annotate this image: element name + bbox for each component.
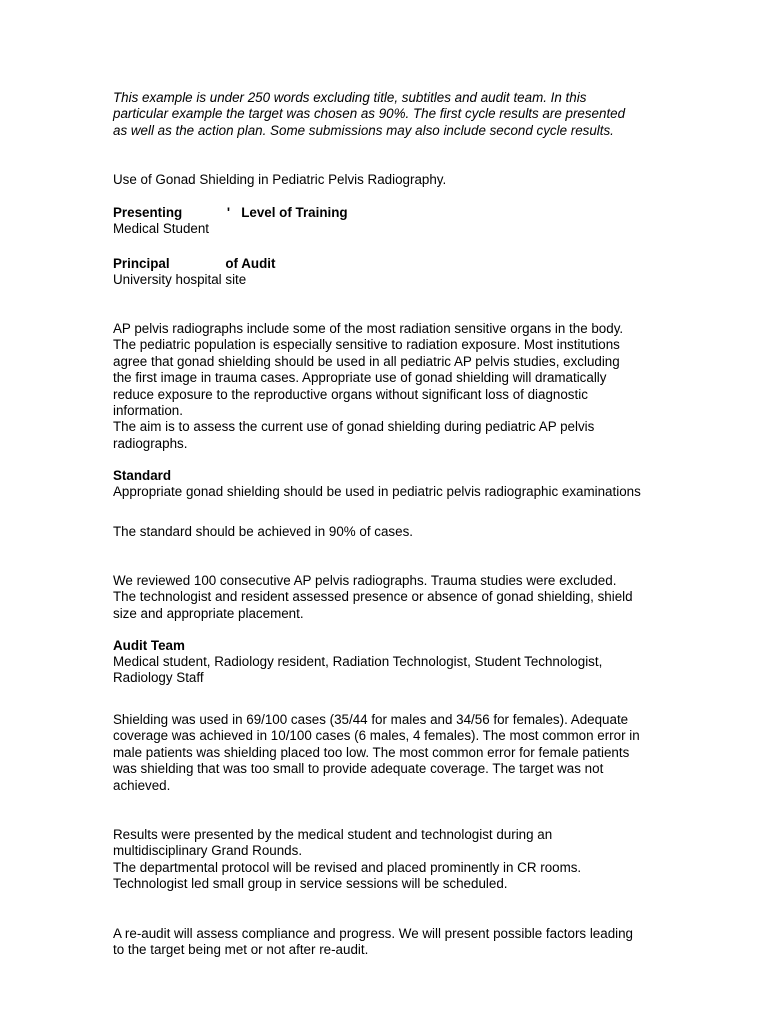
background-paragraph: AP pelvis radiographs include some of the most radiation sensitive organs in the body. The pediatric population is especially sensitive to radiation exposure. Most institutions agree that gonad shielding should be used in all pediatric AP pelvis studies, excluding the first image in trauma cases. Appropriate use of gonad shielding will dramatically reduce exposure to the reproductive organs without significant loss of diagnostic information. The aim is to assess the current use of gonad shielding during pediatric AP pelvis radiographs. xyxy=(113,321,624,451)
target-statement: The standard should be achieved in 90% of cases. xyxy=(113,524,413,539)
standard-heading: Standard xyxy=(113,468,172,483)
method-paragraph: We reviewed 100 consecutive AP pelvis radiographs. Trauma studies were excluded. The technologist and resident assessed presence or absence of gonad shielding, shield size and appropriate placement. xyxy=(113,573,633,621)
audit-team-value: Medical student, Radiology resident, Radiation Technologist, Student Technologist, Radiology Staff xyxy=(113,654,603,686)
principal-value: University hospital site xyxy=(113,272,247,287)
action-plan-paragraph: Results were presented by the medical student and technologist during an multidisciplinary Grand Rounds. The departmental protocol will be revised and placed prominently in CR rooms. Technologist led small group in service sessions will be scheduled. xyxy=(113,827,582,892)
presenting-value: Medical Student xyxy=(113,221,210,236)
presenting-heading: Presenting ' Level of Training xyxy=(113,205,348,220)
audit-team-heading: Audit Team xyxy=(113,638,185,653)
audit-title: Use of Gonad Shielding in Pediatric Pelvis Radiography. xyxy=(113,172,447,187)
standard-value: Appropriate gonad shielding should be used in pediatric pelvis radiographic examinations xyxy=(113,484,641,499)
re-audit-paragraph: A re-audit will assess compliance and progress. We will present possible factors leading to the target being met or not after re-audit. xyxy=(113,926,634,958)
intro-note: This example is under 250 words excluding title, subtitles and audit team. In this particular example the target was chosen as 90%. The first cycle results are presented as well as the action plan. Some submissions may also include second cycle results. xyxy=(113,90,626,138)
results-paragraph: Shielding was used in 69/100 cases (35/44 for males and 34/56 for females). Adequate coverage was achieved in 10/100 cases (6 males, 4 females). The most common error in male patients was shielding placed too low. The most common error for female patients was shielding that was too small to provide adequate coverage. The target was not achieved. xyxy=(113,712,640,793)
principal-heading: Principal of Audit xyxy=(113,256,276,271)
